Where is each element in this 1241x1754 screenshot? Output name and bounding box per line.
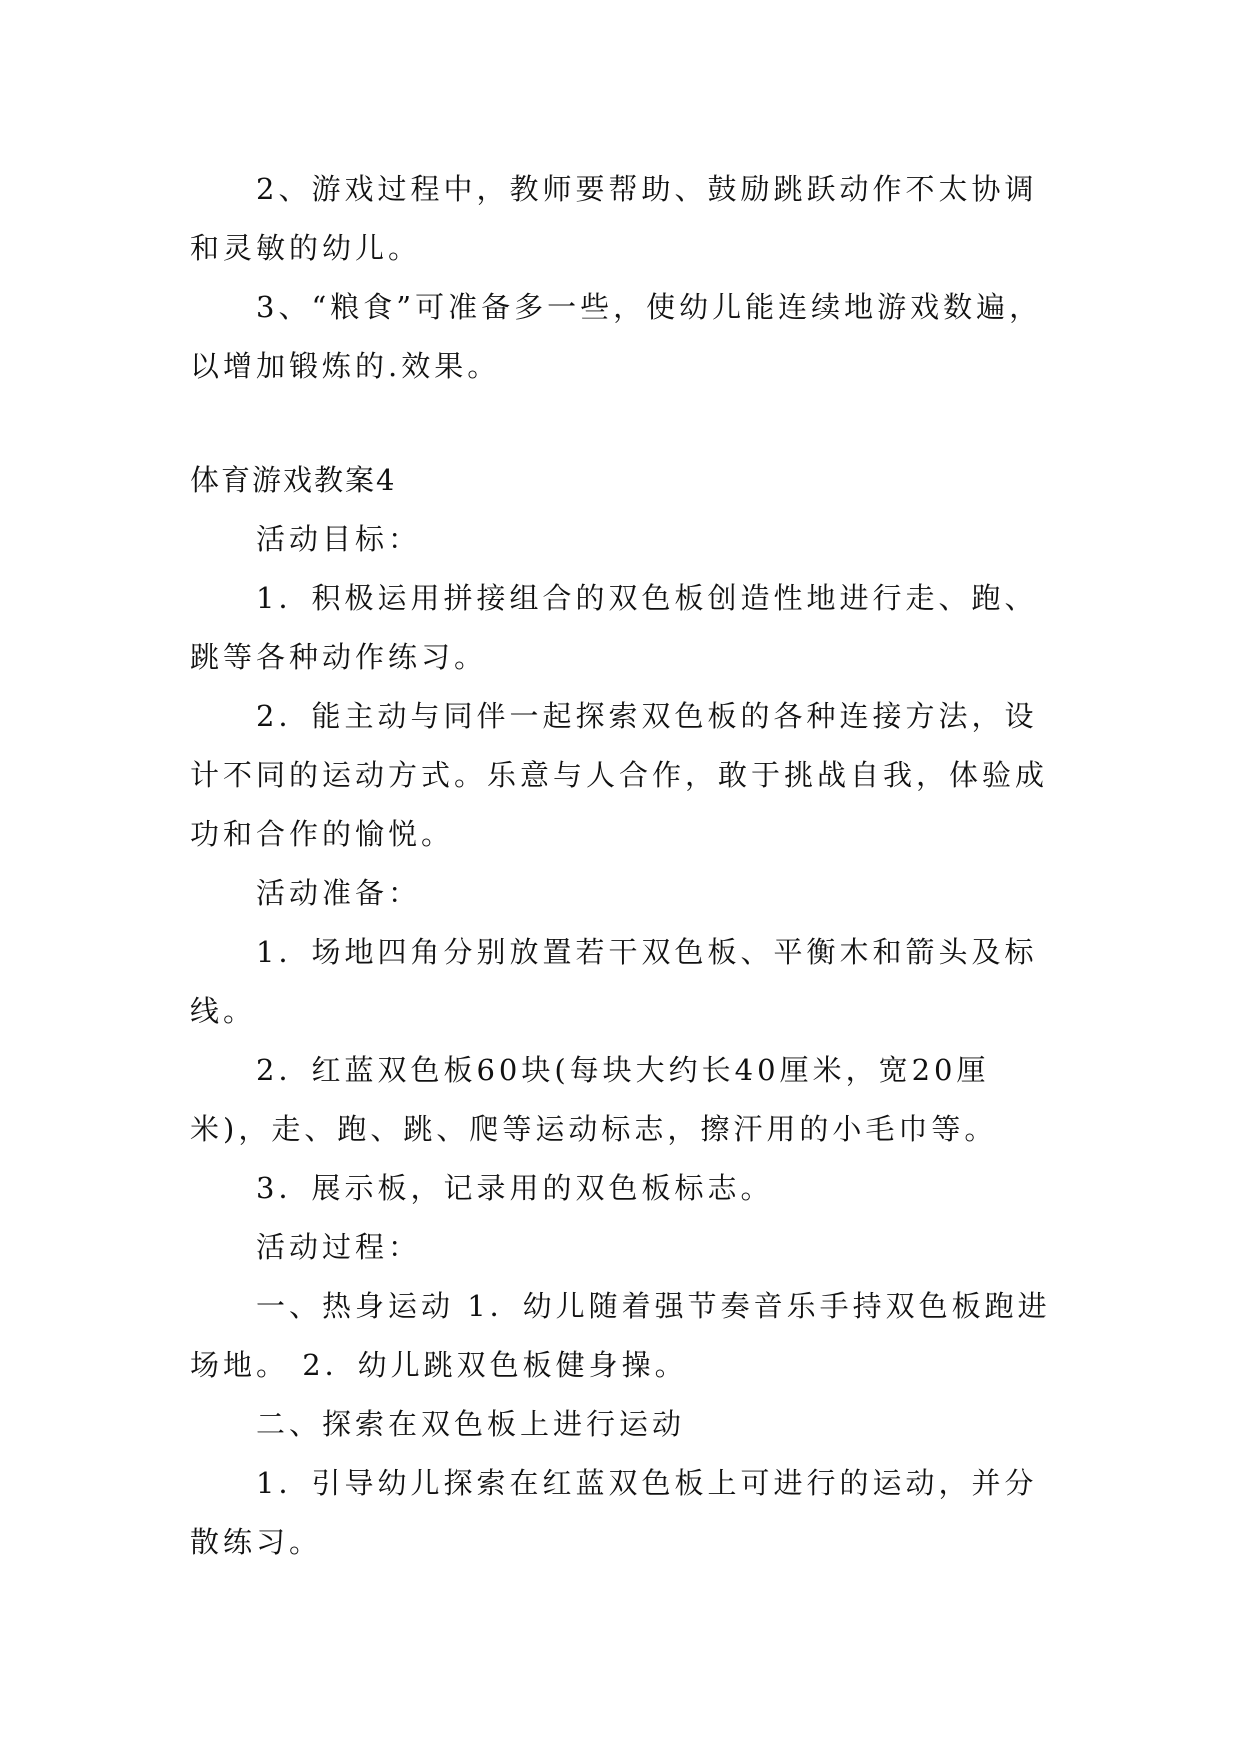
paragraph-heading: 活动目标：: [256, 522, 422, 556]
paragraph: 2、游戏过程中，教师要帮助、鼓励跳跃动作不太协调和灵敏的幼儿。: [190, 172, 1038, 265]
paragraph: 1．引导幼儿探索在红蓝双色板上可进行的运动，并分散练习。: [190, 1466, 1038, 1559]
section-title: 体育游戏教案4: [190, 463, 397, 497]
paragraph-heading: 活动准备：: [256, 876, 422, 910]
paragraph: 2．能主动与同伴一起探索双色板的各种连接方法，设计不同的运动方式。乐意与人合作，敢于挑战自我，体验成功和合作的愉悦。: [190, 699, 1049, 851]
paragraph: 一、热身运动 1．幼儿随着强节奏音乐手持双色板跑进场地。 2．幼儿跳双色板健身操。: [190, 1289, 1051, 1382]
paragraph: 1．场地四角分别放置若干双色板、平衡木和箭头及标线。: [190, 935, 1038, 1028]
paragraph: 3．展示板，记录用的双色板标志。: [256, 1171, 774, 1205]
paragraph: 1．积极运用拼接组合的双色板创造性地进行走、跑、跳等各种动作练习。: [190, 581, 1038, 674]
paragraph: 3、“粮食”可准备多一些，使幼儿能连续地游戏数遍，以增加锻炼的.效果。: [190, 290, 1043, 383]
paragraph: 2．红蓝双色板60块(每块大约长40厘米，宽20厘米)，走、跑、跳、爬等运动标志，擦汗用的小毛巾等。: [190, 1053, 998, 1146]
paragraph-heading: 活动过程：: [256, 1230, 422, 1264]
document-body: [190, 160, 1060, 1572]
paragraph: 二、探索在双色板上进行运动: [256, 1407, 686, 1441]
